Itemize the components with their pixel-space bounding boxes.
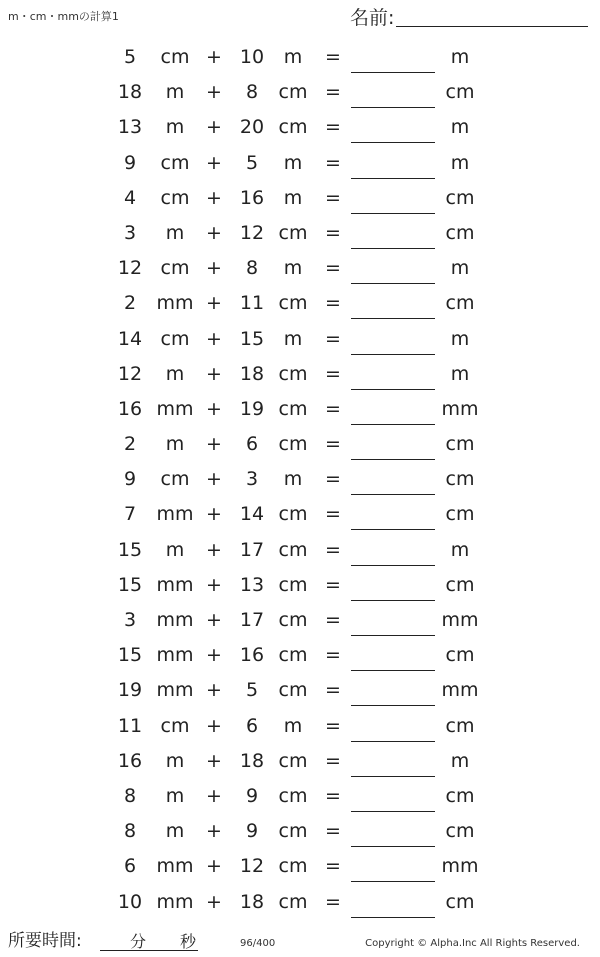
equals-sign: = bbox=[325, 679, 341, 702]
equals-sign: = bbox=[325, 257, 341, 280]
answer-blank[interactable] bbox=[351, 670, 435, 671]
answer-unit: cm bbox=[445, 186, 475, 209]
second-unit: cm bbox=[278, 890, 308, 913]
answer-blank[interactable] bbox=[351, 565, 435, 566]
first-unit: cm bbox=[160, 714, 190, 737]
problem-row bbox=[0, 849, 600, 884]
second-number: 17 bbox=[239, 538, 265, 561]
answer-unit: cm bbox=[445, 714, 475, 737]
second-number: 5 bbox=[245, 679, 259, 702]
first-unit: m bbox=[165, 820, 185, 843]
equals-sign: = bbox=[325, 116, 341, 139]
seconds-label: 秒 bbox=[180, 932, 197, 951]
first-number: 15 bbox=[117, 644, 143, 667]
operator: + bbox=[206, 81, 222, 104]
problem-row bbox=[0, 814, 600, 849]
first-number: 12 bbox=[117, 362, 143, 385]
first-number: 18 bbox=[117, 81, 143, 104]
equals-sign: = bbox=[325, 221, 341, 244]
first-number: 14 bbox=[117, 327, 143, 350]
second-unit: cm bbox=[278, 855, 308, 878]
answer-blank[interactable] bbox=[351, 248, 435, 249]
equals-sign: = bbox=[325, 644, 341, 667]
operator: + bbox=[206, 397, 222, 420]
second-number: 9 bbox=[245, 820, 259, 843]
second-unit: cm bbox=[278, 503, 308, 526]
answer-blank[interactable] bbox=[351, 494, 435, 495]
operator: + bbox=[206, 362, 222, 385]
problem-row bbox=[0, 40, 600, 75]
first-number: 9 bbox=[123, 151, 137, 174]
operator: + bbox=[206, 503, 222, 526]
time-label: 所要時間: bbox=[8, 931, 82, 951]
second-number: 8 bbox=[245, 257, 259, 280]
answer-blank[interactable] bbox=[351, 142, 435, 143]
first-number: 3 bbox=[123, 609, 137, 631]
equals-sign: = bbox=[325, 538, 341, 561]
answer-blank[interactable] bbox=[351, 705, 435, 706]
second-number: 12 bbox=[239, 855, 265, 878]
answer-unit: cm bbox=[445, 433, 475, 456]
second-number: 15 bbox=[239, 327, 265, 350]
problem-row bbox=[0, 709, 600, 744]
second-unit: cm bbox=[278, 362, 308, 385]
name-input-line[interactable] bbox=[396, 26, 588, 27]
answer-blank[interactable] bbox=[351, 389, 435, 390]
second-unit: cm bbox=[278, 820, 308, 843]
first-unit: m bbox=[165, 221, 185, 244]
second-unit: m bbox=[283, 468, 303, 491]
operator: + bbox=[206, 433, 222, 456]
first-unit: mm bbox=[156, 609, 194, 631]
answer-blank[interactable] bbox=[351, 459, 435, 460]
first-number: 11 bbox=[117, 714, 143, 737]
second-number: 16 bbox=[239, 644, 265, 667]
first-number: 8 bbox=[123, 820, 137, 843]
second-number: 10 bbox=[239, 46, 265, 68]
first-unit: m bbox=[165, 433, 185, 456]
operator: + bbox=[206, 257, 222, 280]
operator: + bbox=[206, 890, 222, 913]
minutes-label: 分 bbox=[130, 932, 147, 951]
answer-blank[interactable] bbox=[351, 600, 435, 601]
answer-blank[interactable] bbox=[351, 354, 435, 355]
first-unit: m bbox=[165, 749, 185, 772]
second-unit: cm bbox=[278, 679, 308, 702]
first-unit: m bbox=[165, 116, 185, 139]
answer-blank[interactable] bbox=[351, 107, 435, 108]
second-unit: m bbox=[283, 327, 303, 350]
second-unit: cm bbox=[278, 81, 308, 104]
first-number: 5 bbox=[123, 46, 137, 68]
first-number: 13 bbox=[117, 116, 143, 139]
first-unit: cm bbox=[160, 327, 190, 350]
problem-row bbox=[0, 110, 600, 145]
answer-blank[interactable] bbox=[351, 283, 435, 284]
problem-row bbox=[0, 427, 600, 462]
problem-row bbox=[0, 322, 600, 357]
second-unit: cm bbox=[278, 433, 308, 456]
name-area bbox=[350, 6, 588, 30]
problem-row bbox=[0, 533, 600, 568]
operator: + bbox=[206, 644, 222, 667]
problem-list bbox=[0, 40, 600, 920]
problem-row bbox=[0, 75, 600, 110]
first-unit: cm bbox=[160, 468, 190, 491]
first-number: 2 bbox=[123, 292, 137, 315]
operator: + bbox=[206, 151, 222, 174]
second-unit: cm bbox=[278, 609, 308, 631]
first-unit: cm bbox=[160, 46, 190, 68]
problem-row bbox=[0, 603, 600, 638]
operator: + bbox=[206, 749, 222, 772]
equals-sign: = bbox=[325, 81, 341, 104]
first-unit: mm bbox=[156, 679, 194, 702]
problem-row bbox=[0, 181, 600, 216]
second-unit: m bbox=[283, 714, 303, 737]
second-number: 8 bbox=[245, 81, 259, 104]
second-number: 9 bbox=[245, 784, 259, 807]
second-unit: cm bbox=[278, 292, 308, 315]
first-unit: mm bbox=[156, 292, 194, 315]
second-unit: cm bbox=[278, 573, 308, 596]
operator: + bbox=[206, 784, 222, 807]
second-number: 3 bbox=[245, 468, 259, 491]
first-number: 7 bbox=[123, 503, 137, 526]
first-unit: cm bbox=[160, 186, 190, 209]
equals-sign: = bbox=[325, 292, 341, 315]
equals-sign: = bbox=[325, 573, 341, 596]
second-unit: m bbox=[283, 151, 303, 174]
answer-unit: cm bbox=[445, 221, 475, 244]
operator: + bbox=[206, 573, 222, 596]
answer-blank[interactable] bbox=[351, 213, 435, 214]
answer-unit: cm bbox=[445, 784, 475, 807]
first-unit: mm bbox=[156, 503, 194, 526]
answer-unit: cm bbox=[445, 890, 475, 913]
equals-sign: = bbox=[325, 784, 341, 807]
second-unit: cm bbox=[278, 644, 308, 667]
second-number: 16 bbox=[239, 186, 265, 209]
answer-blank[interactable] bbox=[351, 318, 435, 319]
first-unit: m bbox=[165, 784, 185, 807]
first-number: 19 bbox=[117, 679, 143, 702]
answer-unit: cm bbox=[445, 820, 475, 843]
equals-sign: = bbox=[325, 503, 341, 526]
operator: + bbox=[206, 820, 222, 843]
equals-sign: = bbox=[325, 609, 341, 631]
second-number: 6 bbox=[245, 714, 259, 737]
second-unit: m bbox=[283, 257, 303, 280]
answer-blank[interactable] bbox=[351, 811, 435, 812]
worksheet-title: m・cm・mmの計算1 bbox=[8, 10, 119, 23]
answer-blank[interactable] bbox=[351, 635, 435, 636]
answer-unit: cm bbox=[445, 503, 475, 526]
second-number: 12 bbox=[239, 221, 265, 244]
operator: + bbox=[206, 538, 222, 561]
first-number: 12 bbox=[117, 257, 143, 280]
operator: + bbox=[206, 116, 222, 139]
first-unit: m bbox=[165, 362, 185, 385]
answer-unit: cm bbox=[445, 81, 475, 104]
equals-sign: = bbox=[325, 714, 341, 737]
copyright-notice: Copyright © Alpha.Inc All Rights Reserved. bbox=[365, 938, 580, 949]
first-number: 8 bbox=[123, 784, 137, 807]
second-unit: cm bbox=[278, 538, 308, 561]
answer-blank[interactable] bbox=[351, 72, 435, 73]
answer-unit: mm bbox=[441, 855, 479, 878]
second-number: 19 bbox=[239, 397, 265, 420]
problem-row bbox=[0, 638, 600, 673]
second-unit: cm bbox=[278, 221, 308, 244]
problem-row bbox=[0, 568, 600, 603]
equals-sign: = bbox=[325, 327, 341, 350]
operator: + bbox=[206, 46, 222, 68]
operator: + bbox=[206, 468, 222, 491]
operator: + bbox=[206, 855, 222, 878]
first-unit: cm bbox=[160, 151, 190, 174]
first-number: 10 bbox=[117, 890, 143, 913]
first-unit: mm bbox=[156, 644, 194, 667]
page-number: 96/400 bbox=[240, 938, 276, 949]
operator: + bbox=[206, 221, 222, 244]
problem-row bbox=[0, 357, 600, 392]
second-number: 20 bbox=[239, 116, 265, 139]
operator: + bbox=[206, 292, 222, 315]
problem-row bbox=[0, 744, 600, 779]
equals-sign: = bbox=[325, 186, 341, 209]
answer-unit: m bbox=[450, 538, 470, 561]
first-unit: m bbox=[165, 538, 185, 561]
first-unit: mm bbox=[156, 890, 194, 913]
answer-blank[interactable] bbox=[351, 529, 435, 530]
answer-blank[interactable] bbox=[351, 776, 435, 777]
equals-sign: = bbox=[325, 433, 341, 456]
first-unit: mm bbox=[156, 855, 194, 878]
equals-sign: = bbox=[325, 151, 341, 174]
first-unit: mm bbox=[156, 397, 194, 420]
second-number: 18 bbox=[239, 362, 265, 385]
first-number: 3 bbox=[123, 221, 137, 244]
first-number: 6 bbox=[123, 855, 137, 878]
operator: + bbox=[206, 609, 222, 631]
second-number: 18 bbox=[239, 890, 265, 913]
problem-row bbox=[0, 286, 600, 321]
answer-unit: mm bbox=[441, 609, 479, 631]
operator: + bbox=[206, 679, 222, 702]
first-number: 15 bbox=[117, 538, 143, 561]
answer-unit: cm bbox=[445, 292, 475, 315]
equals-sign: = bbox=[325, 468, 341, 491]
equals-sign: = bbox=[325, 855, 341, 878]
answer-unit: cm bbox=[445, 573, 475, 596]
answer-unit: m bbox=[450, 257, 470, 280]
problem-row bbox=[0, 885, 600, 920]
problem-row bbox=[0, 216, 600, 251]
first-number: 2 bbox=[123, 433, 137, 456]
first-unit: cm bbox=[160, 257, 190, 280]
equals-sign: = bbox=[325, 362, 341, 385]
first-number: 9 bbox=[123, 468, 137, 491]
equals-sign: = bbox=[325, 46, 341, 68]
answer-blank[interactable] bbox=[351, 424, 435, 425]
second-unit: cm bbox=[278, 397, 308, 420]
name-label: 名前: bbox=[350, 7, 395, 29]
first-number: 4 bbox=[123, 186, 137, 209]
operator: + bbox=[206, 186, 222, 209]
problem-row bbox=[0, 673, 600, 708]
first-unit: mm bbox=[156, 573, 194, 596]
first-unit: m bbox=[165, 81, 185, 104]
second-unit: m bbox=[283, 46, 303, 68]
equals-sign: = bbox=[325, 397, 341, 420]
answer-unit: cm bbox=[445, 644, 475, 667]
answer-blank[interactable] bbox=[351, 846, 435, 847]
problem-row bbox=[0, 251, 600, 286]
answer-unit: m bbox=[450, 362, 470, 385]
answer-unit: m bbox=[450, 116, 470, 139]
equals-sign: = bbox=[325, 820, 341, 843]
second-unit: cm bbox=[278, 749, 308, 772]
answer-unit: m bbox=[450, 327, 470, 350]
second-number: 11 bbox=[239, 292, 265, 315]
answer-unit: m bbox=[450, 46, 470, 68]
first-number: 16 bbox=[117, 397, 143, 420]
problem-row bbox=[0, 779, 600, 814]
answer-blank[interactable] bbox=[351, 741, 435, 742]
second-unit: cm bbox=[278, 784, 308, 807]
second-number: 17 bbox=[239, 609, 265, 631]
problem-row bbox=[0, 392, 600, 427]
second-number: 18 bbox=[239, 749, 265, 772]
first-number: 15 bbox=[117, 573, 143, 596]
operator: + bbox=[206, 714, 222, 737]
answer-unit: cm bbox=[445, 468, 475, 491]
answer-unit: mm bbox=[441, 397, 479, 420]
second-unit: m bbox=[283, 186, 303, 209]
first-number: 16 bbox=[117, 749, 143, 772]
second-unit: cm bbox=[278, 116, 308, 139]
answer-unit: m bbox=[450, 749, 470, 772]
equals-sign: = bbox=[325, 890, 341, 913]
equals-sign: = bbox=[325, 749, 341, 772]
second-number: 5 bbox=[245, 151, 259, 174]
second-number: 13 bbox=[239, 573, 265, 596]
problem-row bbox=[0, 146, 600, 181]
problem-row bbox=[0, 497, 600, 532]
answer-unit: m bbox=[450, 151, 470, 174]
answer-blank[interactable] bbox=[351, 917, 435, 918]
second-number: 6 bbox=[245, 433, 259, 456]
answer-blank[interactable] bbox=[351, 881, 435, 882]
second-number: 14 bbox=[239, 503, 265, 526]
problem-row bbox=[0, 462, 600, 497]
answer-unit: mm bbox=[441, 679, 479, 702]
answer-blank[interactable] bbox=[351, 178, 435, 179]
operator: + bbox=[206, 327, 222, 350]
